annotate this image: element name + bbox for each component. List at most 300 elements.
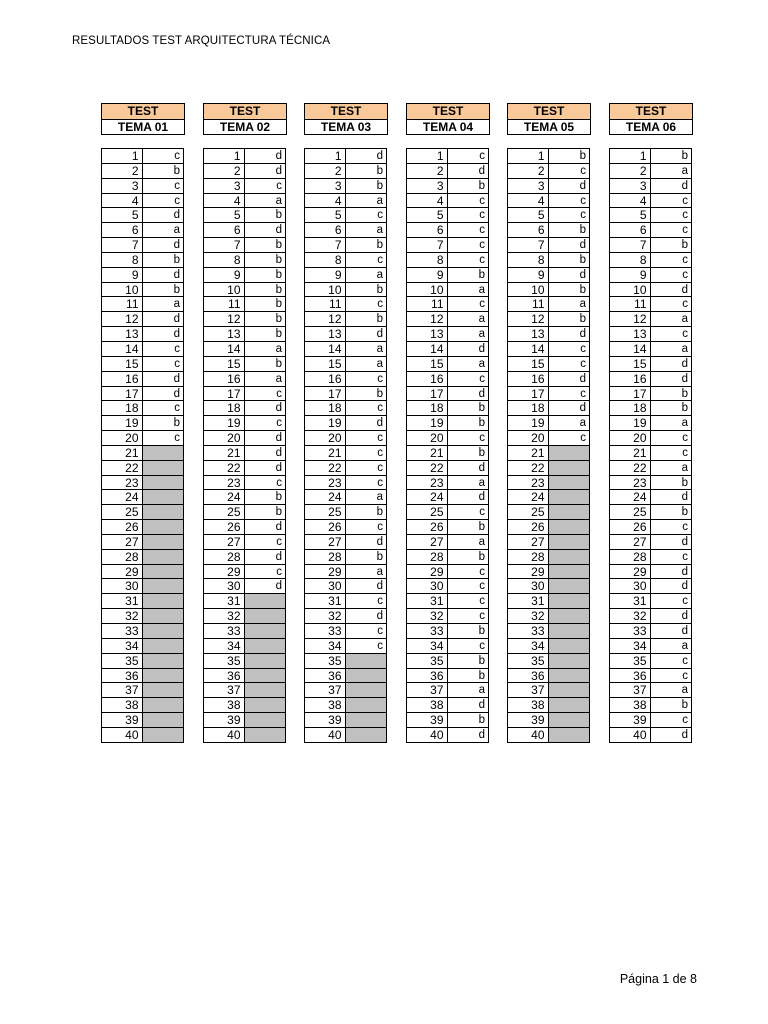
table-row [102, 698, 184, 713]
question-number: 11 [204, 297, 245, 312]
question-number: 1 [407, 149, 448, 164]
table-row [204, 505, 286, 520]
table-row [204, 535, 286, 550]
answer-cell: b [448, 713, 490, 728]
answer-cell: a [346, 357, 388, 372]
empty-answer-cell [143, 728, 185, 743]
question-number: 22 [407, 461, 448, 476]
answer-cell: a [448, 327, 490, 342]
question-number: 27 [508, 535, 549, 550]
table-row [610, 268, 692, 283]
question-number: 17 [610, 387, 651, 402]
answer-cell: b [245, 253, 287, 268]
question-number: 40 [204, 728, 245, 743]
table-row [204, 461, 286, 476]
empty-answer-cell [549, 698, 591, 713]
empty-answer-cell [143, 446, 185, 461]
answer-cell: a [448, 535, 490, 550]
question-number: 8 [204, 253, 245, 268]
empty-answer-cell [549, 520, 591, 535]
table-row [305, 520, 387, 535]
answer-cell: b [346, 550, 388, 565]
answer-grid [203, 148, 286, 743]
question-number: 12 [610, 312, 651, 327]
table-row [102, 194, 184, 209]
table-row [102, 535, 184, 550]
table-row [610, 387, 692, 402]
question-number: 8 [102, 253, 143, 268]
question-number: 26 [508, 520, 549, 535]
table-row [102, 268, 184, 283]
answer-cell: d [143, 238, 185, 253]
table-row [508, 327, 590, 342]
question-number: 35 [610, 654, 651, 669]
table-row [610, 372, 692, 387]
question-number: 32 [610, 609, 651, 624]
table-row [407, 698, 489, 713]
table-row [305, 609, 387, 624]
answer-cell: b [651, 149, 693, 164]
tema-label: TEMA 04 [407, 120, 489, 134]
answer-cell: c [448, 431, 490, 446]
table-row [204, 446, 286, 461]
table-row [610, 594, 692, 609]
question-number: 15 [610, 357, 651, 372]
tema-label: TEMA 01 [102, 120, 184, 134]
question-number: 25 [204, 505, 245, 520]
answer-cell: b [245, 297, 287, 312]
table-row [305, 164, 387, 179]
table-row [508, 238, 590, 253]
question-number: 14 [204, 342, 245, 357]
table-row [305, 446, 387, 461]
table-row [610, 431, 692, 446]
question-number: 8 [407, 253, 448, 268]
question-number: 38 [407, 698, 448, 713]
test-table [406, 103, 490, 742]
question-number: 28 [305, 550, 346, 565]
question-number: 21 [102, 446, 143, 461]
table-row [305, 713, 387, 728]
table-row [407, 669, 489, 684]
question-number: 14 [407, 342, 448, 357]
table-row [610, 520, 692, 535]
question-number: 31 [610, 594, 651, 609]
empty-answer-cell [245, 728, 287, 743]
table-row [102, 431, 184, 446]
answer-cell: d [245, 223, 287, 238]
answer-cell: c [651, 253, 693, 268]
empty-answer-cell [245, 683, 287, 698]
answer-cell: c [651, 223, 693, 238]
answer-cell: d [346, 579, 388, 594]
table-row [407, 490, 489, 505]
question-number: 15 [305, 357, 346, 372]
table-row [407, 283, 489, 298]
answer-cell: a [651, 342, 693, 357]
table-row [508, 387, 590, 402]
answer-cell: c [346, 431, 388, 446]
answer-cell: c [448, 297, 490, 312]
table-row [508, 698, 590, 713]
table-row [305, 639, 387, 654]
question-number: 1 [305, 149, 346, 164]
empty-answer-cell [245, 669, 287, 684]
answer-cell: c [346, 208, 388, 223]
question-number: 33 [508, 624, 549, 639]
empty-answer-cell [549, 713, 591, 728]
question-number: 14 [102, 342, 143, 357]
question-number: 39 [407, 713, 448, 728]
table-row [508, 461, 590, 476]
answer-cell: c [549, 357, 591, 372]
question-number: 16 [610, 372, 651, 387]
table-row [305, 401, 387, 416]
answer-cell: b [448, 416, 490, 431]
question-number: 33 [102, 624, 143, 639]
question-number: 5 [508, 208, 549, 223]
empty-answer-cell [549, 594, 591, 609]
table-row [305, 654, 387, 669]
question-number: 18 [204, 401, 245, 416]
question-number: 22 [508, 461, 549, 476]
answer-cell: b [143, 164, 185, 179]
question-number: 34 [508, 639, 549, 654]
table-row [305, 431, 387, 446]
answer-cell: b [143, 253, 185, 268]
question-number: 27 [102, 535, 143, 550]
table-row [204, 268, 286, 283]
question-number: 24 [305, 490, 346, 505]
empty-answer-cell [346, 683, 388, 698]
empty-answer-cell [549, 535, 591, 550]
question-number: 25 [508, 505, 549, 520]
question-number: 19 [508, 416, 549, 431]
answer-cell: a [346, 268, 388, 283]
empty-answer-cell [245, 698, 287, 713]
question-number: 4 [305, 194, 346, 209]
table-row [204, 238, 286, 253]
question-number: 34 [610, 639, 651, 654]
table-row [305, 461, 387, 476]
answer-cell: b [651, 505, 693, 520]
question-number: 17 [305, 387, 346, 402]
question-number: 28 [610, 550, 651, 565]
table-row [508, 713, 590, 728]
answer-cell: b [651, 401, 693, 416]
test-header [304, 103, 388, 135]
table-row [508, 565, 590, 580]
empty-answer-cell [143, 579, 185, 594]
answer-cell: d [549, 401, 591, 416]
question-number: 40 [508, 728, 549, 743]
answer-cell: b [346, 283, 388, 298]
table-row [102, 446, 184, 461]
table-row [610, 698, 692, 713]
answer-cell: b [245, 208, 287, 223]
empty-answer-cell [143, 550, 185, 565]
question-number: 18 [508, 401, 549, 416]
table-row [610, 312, 692, 327]
table-row [407, 624, 489, 639]
answer-cell: c [448, 149, 490, 164]
table-row [610, 149, 692, 164]
table-row [508, 490, 590, 505]
table-row [305, 268, 387, 283]
question-number: 36 [407, 669, 448, 684]
question-number: 30 [102, 579, 143, 594]
table-row [508, 535, 590, 550]
table-row [508, 179, 590, 194]
question-number: 18 [610, 401, 651, 416]
question-number: 21 [204, 446, 245, 461]
empty-answer-cell [143, 639, 185, 654]
question-number: 26 [407, 520, 448, 535]
answer-cell: d [448, 387, 490, 402]
table-row [204, 550, 286, 565]
answer-cell: d [245, 446, 287, 461]
answer-cell: a [651, 164, 693, 179]
table-row [102, 579, 184, 594]
answer-cell: a [651, 416, 693, 431]
answer-cell: b [448, 669, 490, 684]
question-number: 34 [407, 639, 448, 654]
empty-answer-cell [143, 654, 185, 669]
table-row [407, 312, 489, 327]
answer-cell: c [448, 639, 490, 654]
answer-cell: a [549, 297, 591, 312]
answer-cell: c [549, 342, 591, 357]
answer-cell: c [143, 194, 185, 209]
question-number: 36 [305, 669, 346, 684]
answer-cell: b [346, 238, 388, 253]
question-number: 4 [102, 194, 143, 209]
table-row [102, 594, 184, 609]
table-row [610, 253, 692, 268]
table-row [305, 283, 387, 298]
question-number: 19 [305, 416, 346, 431]
answer-cell: c [448, 253, 490, 268]
empty-answer-cell [245, 639, 287, 654]
question-number: 18 [305, 401, 346, 416]
table-row [508, 149, 590, 164]
table-row [508, 505, 590, 520]
table-row [407, 550, 489, 565]
table-row [407, 594, 489, 609]
table-row [204, 624, 286, 639]
answer-cell: c [549, 431, 591, 446]
table-row [407, 565, 489, 580]
table-row [407, 520, 489, 535]
table-row [305, 505, 387, 520]
page-footer: Página 1 de 8 [619, 972, 697, 986]
question-number: 37 [508, 683, 549, 698]
table-row [508, 297, 590, 312]
table-row [610, 609, 692, 624]
answer-grid [609, 148, 692, 743]
answer-grid [101, 148, 184, 743]
answer-cell: a [346, 565, 388, 580]
table-row [508, 312, 590, 327]
table-row [204, 164, 286, 179]
empty-answer-cell [143, 698, 185, 713]
question-number: 27 [407, 535, 448, 550]
table-row [305, 312, 387, 327]
question-number: 8 [508, 253, 549, 268]
table-row [407, 446, 489, 461]
question-number: 25 [407, 505, 448, 520]
empty-answer-cell [346, 728, 388, 743]
answer-cell: c [448, 565, 490, 580]
question-number: 11 [407, 297, 448, 312]
empty-answer-cell [143, 669, 185, 684]
question-number: 23 [305, 476, 346, 491]
table-row [305, 297, 387, 312]
answer-cell: b [651, 387, 693, 402]
answer-cell: d [549, 372, 591, 387]
table-row [508, 446, 590, 461]
answer-cell: c [448, 372, 490, 387]
empty-answer-cell [346, 713, 388, 728]
empty-answer-cell [143, 565, 185, 580]
empty-answer-cell [143, 520, 185, 535]
table-row [204, 713, 286, 728]
answer-cell: c [448, 594, 490, 609]
table-row [407, 149, 489, 164]
table-row [610, 624, 692, 639]
question-number: 8 [305, 253, 346, 268]
test-table [101, 103, 185, 742]
table-row [508, 401, 590, 416]
answer-cell: b [549, 312, 591, 327]
table-row [610, 550, 692, 565]
question-number: 34 [102, 639, 143, 654]
question-number: 2 [305, 164, 346, 179]
table-row [508, 164, 590, 179]
answer-cell: b [143, 283, 185, 298]
table-row [204, 387, 286, 402]
question-number: 38 [204, 698, 245, 713]
question-number: 39 [508, 713, 549, 728]
table-row [204, 372, 286, 387]
question-number: 26 [204, 520, 245, 535]
question-number: 24 [204, 490, 245, 505]
answer-cell: d [346, 149, 388, 164]
answer-cell: c [448, 194, 490, 209]
table-row [407, 387, 489, 402]
answer-cell: c [448, 609, 490, 624]
answer-cell: d [549, 327, 591, 342]
table-row [204, 149, 286, 164]
answer-cell: a [143, 297, 185, 312]
table-row [508, 223, 590, 238]
table-row [102, 654, 184, 669]
question-number: 10 [508, 283, 549, 298]
question-number: 14 [610, 342, 651, 357]
answer-cell: d [549, 179, 591, 194]
answer-cell: a [651, 639, 693, 654]
question-number: 1 [610, 149, 651, 164]
table-row [102, 372, 184, 387]
table-row [204, 312, 286, 327]
table-row [407, 327, 489, 342]
empty-answer-cell [143, 490, 185, 505]
answer-cell: c [143, 431, 185, 446]
table-row [305, 579, 387, 594]
answer-cell: b [245, 283, 287, 298]
table-row [204, 194, 286, 209]
answer-cell: d [245, 149, 287, 164]
question-number: 34 [305, 639, 346, 654]
question-number: 30 [204, 579, 245, 594]
table-row [305, 238, 387, 253]
answer-cell: c [448, 238, 490, 253]
answer-cell: b [448, 401, 490, 416]
answer-cell: d [651, 357, 693, 372]
table-row [204, 476, 286, 491]
answer-cell: a [448, 283, 490, 298]
answer-cell: c [651, 297, 693, 312]
question-number: 11 [305, 297, 346, 312]
question-number: 20 [407, 431, 448, 446]
question-number: 40 [102, 728, 143, 743]
table-row [204, 253, 286, 268]
table-row [610, 639, 692, 654]
question-number: 13 [407, 327, 448, 342]
answer-cell: c [549, 194, 591, 209]
table-row [508, 268, 590, 283]
answer-cell: c [346, 639, 388, 654]
answer-cell: b [245, 327, 287, 342]
table-row [102, 238, 184, 253]
answer-cell: b [651, 476, 693, 491]
empty-answer-cell [143, 476, 185, 491]
table-row [204, 179, 286, 194]
question-number: 14 [305, 342, 346, 357]
table-row [508, 683, 590, 698]
table-row [204, 401, 286, 416]
question-number: 35 [102, 654, 143, 669]
question-number: 37 [610, 683, 651, 698]
question-number: 32 [102, 609, 143, 624]
table-row [610, 164, 692, 179]
table-row [102, 639, 184, 654]
empty-answer-cell [549, 654, 591, 669]
table-row [204, 639, 286, 654]
answer-cell: c [651, 520, 693, 535]
question-number: 18 [407, 401, 448, 416]
table-row [102, 728, 184, 743]
question-number: 31 [407, 594, 448, 609]
question-number: 13 [508, 327, 549, 342]
table-row [508, 357, 590, 372]
question-number: 34 [204, 639, 245, 654]
answer-cell: c [143, 149, 185, 164]
test-table [507, 103, 591, 742]
table-row [407, 372, 489, 387]
question-number: 22 [610, 461, 651, 476]
table-row [508, 372, 590, 387]
table-row [610, 297, 692, 312]
question-number: 30 [508, 579, 549, 594]
test-header [101, 103, 185, 135]
answer-cell: d [143, 387, 185, 402]
table-row [204, 654, 286, 669]
table-row [407, 208, 489, 223]
answer-cell: b [346, 387, 388, 402]
answer-cell: c [651, 194, 693, 209]
question-number: 2 [204, 164, 245, 179]
